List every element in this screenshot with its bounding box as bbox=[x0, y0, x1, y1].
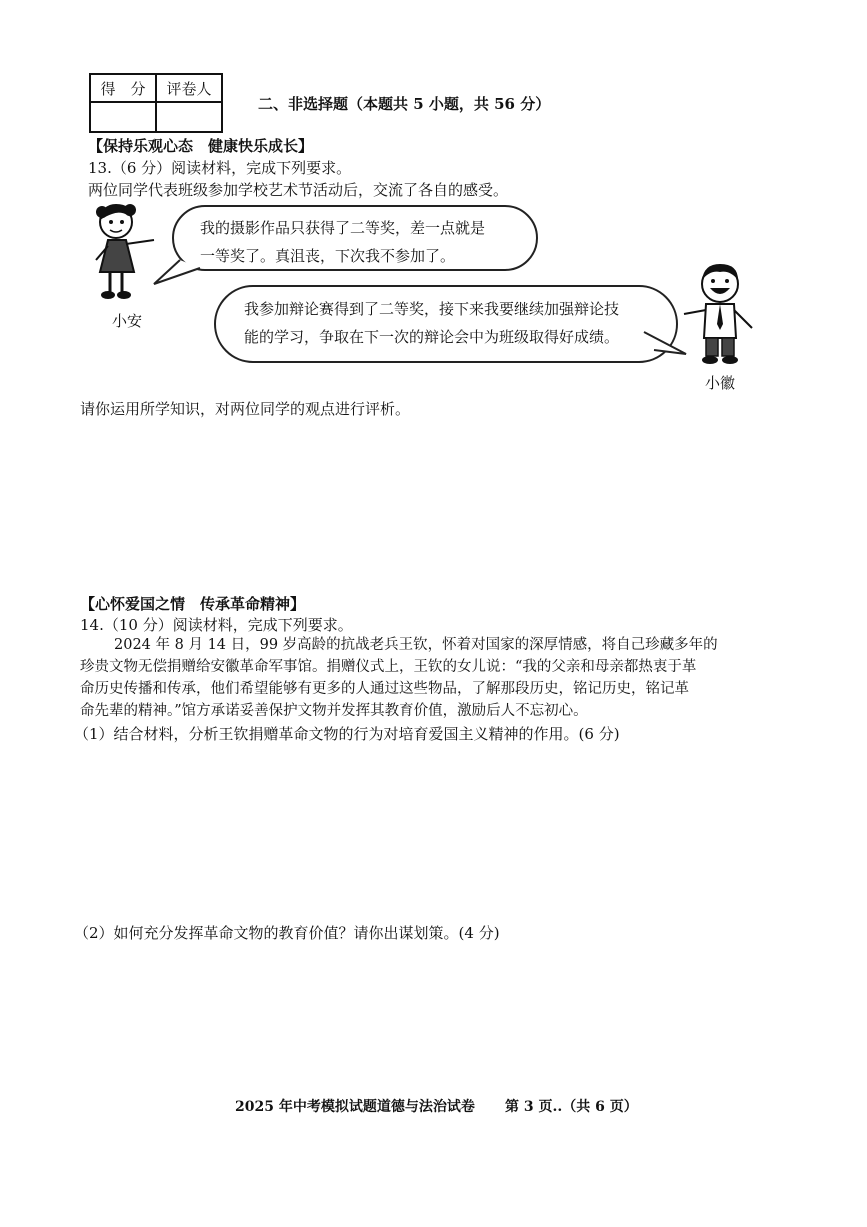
section-title: 二、非选择题（本题共 5 小题，共 56 分） bbox=[258, 95, 551, 113]
bubble1-line1: 我的摄影作品只获得了二等奖，差一点就是 bbox=[200, 219, 486, 237]
score-table bbox=[89, 73, 223, 133]
grader-label: 评卷人 bbox=[156, 74, 222, 102]
grader-cell bbox=[156, 102, 222, 132]
score-cell bbox=[90, 102, 156, 132]
material-line-4: 命先辈的精神。”馆方承诺妥善保护文物并发挥其教育价值，激励后人不忘初心。 bbox=[80, 703, 588, 719]
boy-figure bbox=[680, 258, 760, 370]
footer-exam-title: 2025 年中考模拟试题道德与法治试卷 bbox=[235, 1099, 475, 1115]
material-line-1: 2024 年 8 月 14 日，99 岁高龄的抗战老兵王钦，怀着对国家的深厚情感，将自己珍藏多年的 bbox=[114, 637, 718, 653]
topic-heading-2: 【心怀爱国之情 传承革命精神】 bbox=[80, 595, 306, 613]
girl-figure bbox=[92, 200, 164, 305]
q13-heading: 13.（6 分）阅读材料，完成下列要求。 bbox=[88, 159, 352, 177]
q14-sub2: （2）如何充分发挥革命文物的教育价值？请你出谋划策。(4 分) bbox=[74, 924, 500, 942]
material-line-3: 命历史传播和传承，他们希望能够有更多的人通过这些物品，了解那段历史，铭记历史，铭记革 bbox=[80, 681, 689, 697]
bubble2-line1: 我参加辩论赛得到了二等奖，接下来我要继续加强辩论技 bbox=[244, 300, 620, 318]
bubble1-tail bbox=[150, 258, 210, 288]
q13-intro: 两位同学代表班级参加学校艺术节活动后，交流了各自的感受。 bbox=[88, 181, 509, 199]
bubble1-line2: 一等奖了。真沮丧，下次我不参加了。 bbox=[200, 247, 456, 265]
q14-heading: 14.（10 分）阅读材料，完成下列要求。 bbox=[80, 616, 353, 634]
name-left: 小安 bbox=[112, 312, 143, 330]
score-label: 得 分 bbox=[90, 74, 156, 102]
q13-prompt: 请你运用所学知识，对两位同学的观点进行评析。 bbox=[80, 400, 411, 418]
material-line-2: 珍贵文物无偿捐赠给安徽革命军事馆。捐赠仪式上，王钦的女儿说：“我的父亲和母亲都热衷于革 bbox=[80, 659, 697, 675]
q14-sub1: （1）结合材料，分析王钦捐赠革命文物的行为对培育爱国主义精神的作用。(6 分) bbox=[74, 725, 620, 743]
bubble2-line2: 能的学习，争取在下一次的辩论会中为班级取得好成绩。 bbox=[244, 328, 620, 346]
q14-material bbox=[80, 634, 810, 722]
footer-page-info: 第 3 页..（共 6 页） bbox=[505, 1099, 638, 1115]
name-right: 小徽 bbox=[705, 374, 736, 392]
topic-heading-1: 【保持乐观心态 健康快乐成长】 bbox=[88, 137, 314, 155]
speech-bubble-1 bbox=[172, 205, 538, 271]
speech-bubble-2 bbox=[214, 285, 678, 363]
